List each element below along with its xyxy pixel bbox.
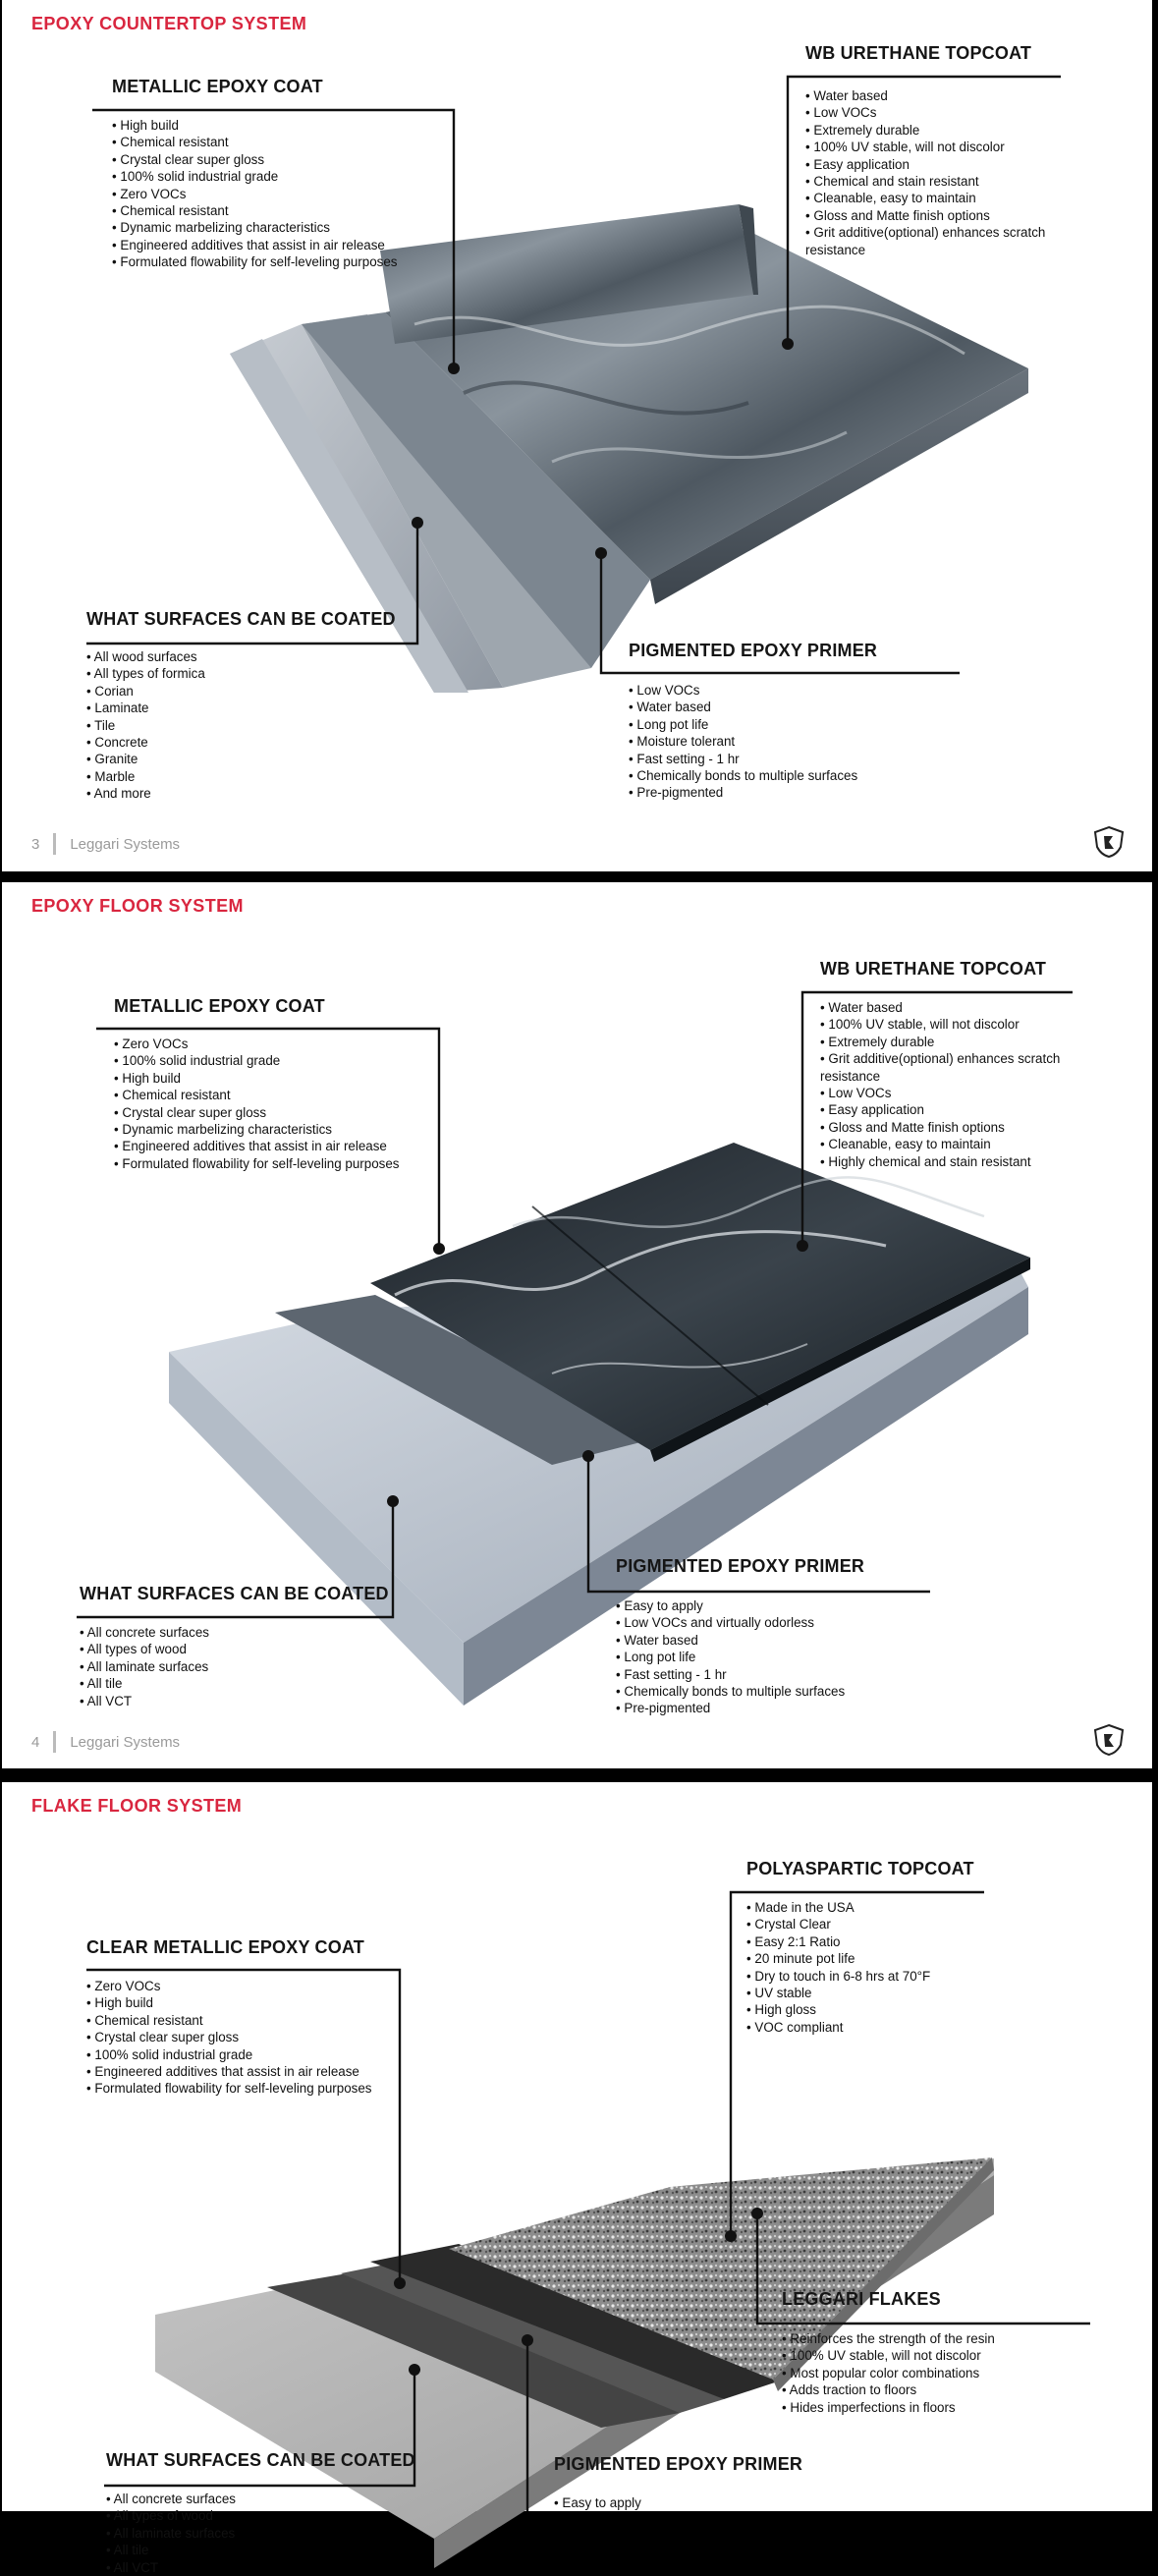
list-item: • Highly chemical and stain resistant xyxy=(820,1153,1085,1170)
callout-title: WHAT SURFACES CAN BE COATED xyxy=(106,2450,415,2470)
page-number: 4 xyxy=(31,1733,40,1751)
list-item: • Pre-pigmented xyxy=(616,1700,864,1716)
list-item: • Extremely durable xyxy=(805,122,1090,139)
list-item: • Chemical and stain resistant xyxy=(805,173,1090,190)
list-item: • Long pot life xyxy=(616,1649,864,1665)
primer-callout xyxy=(554,2454,802,2511)
list-item: • Zero VOCs xyxy=(114,1036,400,1052)
page-floor xyxy=(2,882,1152,1768)
page-flake xyxy=(2,1782,1152,2575)
feature-list xyxy=(86,648,396,803)
list-item: • Fast setting - 1 hr xyxy=(629,751,877,767)
list-item: • Formulated flowability for self-leveling purposes xyxy=(112,253,398,270)
list-item: • Engineered additives that assist in air release xyxy=(112,237,398,253)
metallic-epoxy-callout xyxy=(86,1937,372,2098)
feature-list xyxy=(112,117,398,271)
list-item: • 20 minute pot life xyxy=(746,1950,974,1967)
callout-title: WB URETHANE TOPCOAT xyxy=(820,959,1047,979)
list-item: • Concrete xyxy=(86,734,396,751)
callout-title: WB URETHANE TOPCOAT xyxy=(805,43,1032,63)
list-item: • Gloss and Matte finish options xyxy=(805,207,1090,224)
list-item: • Chemically bonds to multiple surfaces xyxy=(629,767,877,784)
list-item: • Low VOCs and virtually odorless xyxy=(616,1614,864,1631)
list-item: • 100% UV stable, will not discolor xyxy=(820,1016,1085,1033)
shield-logo-icon xyxy=(1092,1723,1126,1757)
primer-callout xyxy=(616,1556,864,1717)
feature-list xyxy=(805,87,1090,258)
surfaces-callout xyxy=(106,2450,415,2576)
list-item: • Dry to touch in 6-8 hrs at 70°F xyxy=(746,1968,974,1985)
page-title: EPOXY COUNTERTOP SYSTEM xyxy=(31,14,307,33)
callout-title: PIGMENTED EPOXY PRIMER xyxy=(554,2454,803,2474)
list-item: • 100% solid industrial grade xyxy=(86,2046,372,2063)
feature-list xyxy=(820,999,1085,1170)
callout-title: LEGGARI FLAKES xyxy=(782,2289,941,2309)
list-item: • Extremely durable xyxy=(820,1034,1085,1050)
list-item: • Gloss and Matte finish options xyxy=(820,1119,1085,1136)
feature-list xyxy=(114,1036,400,1172)
list-item: • Engineered additives that assist in air release xyxy=(86,2063,372,2080)
list-item: • Water based xyxy=(805,87,1090,104)
feature-list xyxy=(782,2330,995,2416)
list-item: • All wood surfaces xyxy=(86,648,396,665)
list-item: • Long pot life xyxy=(629,716,877,733)
list-item: • Easy application xyxy=(820,1101,1085,1118)
list-item: • All concrete surfaces xyxy=(80,1624,389,1641)
callout-title: PIGMENTED EPOXY PRIMER xyxy=(616,1556,865,1576)
surfaces-callout xyxy=(80,1584,389,1709)
footer-divider xyxy=(53,833,56,855)
list-item: • Chemical resistant xyxy=(112,202,398,219)
list-item: • Fast setting - 1 hr xyxy=(616,1666,864,1683)
list-item: • Cleanable, easy to maintain xyxy=(805,190,1090,206)
page-title: FLAKE FLOOR SYSTEM xyxy=(31,1796,243,1816)
list-item: • Chemical resistant xyxy=(114,1087,400,1103)
footer-divider xyxy=(53,1731,56,1753)
brand-name: Leggari Systems xyxy=(70,835,181,853)
list-item: • All tile xyxy=(80,1675,389,1692)
list-item: • Dynamic marbelizing characteristics xyxy=(114,1121,400,1138)
topcoat-callout xyxy=(746,1859,974,2036)
feature-list xyxy=(106,2491,415,2576)
list-item: • Formulated flowability for self-leveling purposes xyxy=(114,1155,400,1172)
list-item: • Made in the USA xyxy=(746,1899,974,1916)
list-item: • Low VOCs xyxy=(820,1085,1085,1101)
list-item: • Cleanable, easy to maintain xyxy=(820,1136,1085,1152)
list-item: • Tile xyxy=(86,717,396,734)
page-number: 3 xyxy=(31,835,40,853)
list-item: • Hides imperfections in floors xyxy=(782,2399,995,2416)
list-item: • All concrete surfaces xyxy=(106,2491,415,2507)
list-item: • Low VOCs xyxy=(629,682,877,699)
list-item: • And more xyxy=(86,785,396,802)
list-item: • Chemical resistant xyxy=(112,134,398,150)
list-item: • Grit additive(optional) enhances scratch resistance xyxy=(820,1050,1085,1085)
topcoat-callout xyxy=(805,43,1090,258)
list-item: • Corian xyxy=(86,683,396,700)
list-item: • All laminate surfaces xyxy=(80,1658,389,1675)
list-item: • Formulated flowability for self-leveling purposes xyxy=(86,2080,372,2097)
list-item: • 100% solid industrial grade xyxy=(114,1052,400,1069)
list-item: • UV stable xyxy=(746,1985,974,2001)
feature-list xyxy=(616,1597,864,1717)
callout-title: CLEAR METALLIC EPOXY COAT xyxy=(86,1937,365,1957)
list-item: • Chemical resistant xyxy=(86,2012,372,2029)
callout-title: WHAT SURFACES CAN BE COATED xyxy=(80,1584,389,1603)
list-item: • Adds traction to floors xyxy=(782,2381,995,2398)
list-item: • All tile xyxy=(106,2542,415,2558)
callout-title: WHAT SURFACES CAN BE COATED xyxy=(86,609,396,629)
list-item: • Easy application xyxy=(805,156,1090,173)
list-item: • 100% UV stable, will not discolor xyxy=(782,2347,995,2364)
list-item: • Crystal Clear xyxy=(746,1916,974,1932)
list-item: • Water based xyxy=(616,1632,864,1649)
list-item: • Dynamic marbelizing characteristics xyxy=(112,219,398,236)
list-item: • Crystal clear super gloss xyxy=(86,2029,372,2045)
page-footer xyxy=(31,833,180,855)
list-item: • High build xyxy=(86,1994,372,2011)
list-item: • Crystal clear super gloss xyxy=(114,1104,400,1121)
surfaces-callout xyxy=(86,609,396,803)
callout-title: PIGMENTED EPOXY PRIMER xyxy=(629,641,878,660)
callout-title: METALLIC EPOXY COAT xyxy=(114,996,325,1016)
list-item: • Easy 2:1 Ratio xyxy=(746,1933,974,1950)
list-item: • Most popular color combinations xyxy=(782,2365,995,2381)
list-item: • Marble xyxy=(86,768,396,785)
list-item: • Moisture tolerant xyxy=(629,733,877,750)
list-item: • Water based xyxy=(629,699,877,715)
feature-list xyxy=(554,2494,802,2511)
callout-title: POLYASPARTIC TOPCOAT xyxy=(746,1859,974,1878)
list-item: • All VCT xyxy=(106,2559,415,2576)
primer-callout xyxy=(629,641,877,802)
list-item: • Zero VOCs xyxy=(86,1978,372,1994)
list-item: • Low VOCs xyxy=(805,104,1090,121)
list-item: • VOC compliant xyxy=(746,2019,974,2036)
list-item: • Laminate xyxy=(86,700,396,716)
topcoat-callout xyxy=(820,959,1085,1170)
list-item: • 100% solid industrial grade xyxy=(112,168,398,185)
list-item: • Engineered additives that assist in air release xyxy=(114,1138,400,1154)
list-item: • High gloss xyxy=(746,2001,974,2018)
list-item: • Crystal clear super gloss xyxy=(112,151,398,168)
page-title: EPOXY FLOOR SYSTEM xyxy=(31,896,244,916)
feature-list xyxy=(80,1624,389,1709)
callout-title: METALLIC EPOXY COAT xyxy=(112,77,323,96)
metallic-epoxy-callout xyxy=(112,77,398,271)
list-item: • All laminate surfaces xyxy=(106,2525,415,2542)
feature-list xyxy=(86,1978,372,2098)
list-item: • All types of wood xyxy=(80,1641,389,1657)
metallic-epoxy-callout xyxy=(114,996,400,1172)
list-item: • Easy to apply xyxy=(616,1597,864,1614)
list-item: • 100% UV stable, will not discolor xyxy=(805,139,1090,155)
list-item: • High build xyxy=(112,117,398,134)
brand-name: Leggari Systems xyxy=(70,1733,181,1751)
list-item: • Water based xyxy=(820,999,1085,1016)
shield-logo-icon xyxy=(1092,825,1126,859)
list-item: • High build xyxy=(114,1070,400,1087)
page-footer xyxy=(31,1731,180,1753)
list-item: • All types of wood xyxy=(106,2507,415,2524)
list-item: • Chemically bonds to multiple surfaces xyxy=(616,1683,864,1700)
feature-list xyxy=(629,682,877,802)
list-item: • All types of formica xyxy=(86,665,396,682)
list-item: • Zero VOCs xyxy=(112,186,398,202)
list-item: • All VCT xyxy=(80,1693,389,1709)
list-item: • Easy to apply xyxy=(554,2494,802,2511)
feature-list xyxy=(746,1899,974,2036)
list-item: • Pre-pigmented xyxy=(629,784,877,801)
page-countertop xyxy=(2,0,1152,871)
list-item: • Reinforces the strength of the resin xyxy=(782,2330,995,2347)
list-item: • Granite xyxy=(86,751,396,767)
flakes-callout xyxy=(782,2289,995,2416)
list-item: • Grit additive(optional) enhances scratch resistance xyxy=(805,224,1090,258)
